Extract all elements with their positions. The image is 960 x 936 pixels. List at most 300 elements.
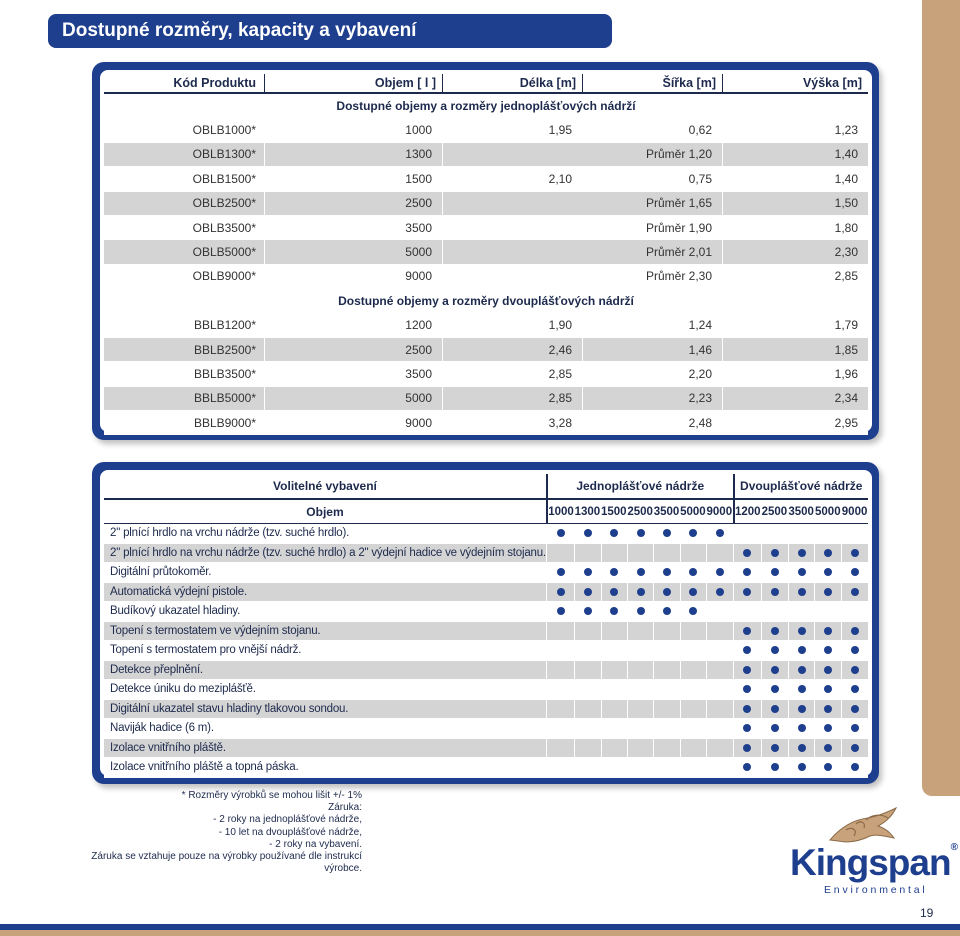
table-row xyxy=(104,362,868,386)
equipment-label: Izolace vnitřního pláště a topná páska. xyxy=(104,758,546,778)
availability-cell xyxy=(841,700,868,720)
availability-cell xyxy=(653,602,679,622)
double-volume-header: 5000 xyxy=(814,500,841,524)
availability-cell xyxy=(627,583,653,603)
availability-cell xyxy=(841,602,868,622)
length-cell: 2,85 xyxy=(442,362,582,386)
availability-cell xyxy=(653,661,679,681)
availability-cell xyxy=(761,563,788,583)
available-dot-icon xyxy=(771,588,779,596)
volume-cell: 1500 xyxy=(264,167,442,191)
product-code-cell: BBLB9000* xyxy=(104,411,264,435)
availability-cell xyxy=(814,661,841,681)
length-cell: 2,46 xyxy=(442,338,582,362)
table-row xyxy=(104,265,868,289)
decorative-side-stripe xyxy=(922,0,960,796)
available-dot-icon xyxy=(743,666,751,674)
availability-cell xyxy=(706,758,732,778)
availability-cell xyxy=(546,739,574,759)
availability-cell xyxy=(546,622,574,642)
availability-cell xyxy=(546,602,574,622)
double-volume-header: 1200 xyxy=(733,500,762,524)
equipment-label: Budíkový ukazatel hladiny. xyxy=(104,602,546,622)
availability-cell xyxy=(788,544,815,564)
equipment-label: Digitální ukazatel stavu hladiny tlakovou sondou. xyxy=(104,700,546,720)
available-dot-icon xyxy=(824,588,832,596)
equipment-label: Izolace vnitřního pláště. xyxy=(104,739,546,759)
available-dot-icon xyxy=(743,763,751,771)
product-code-cell: OBLB2500* xyxy=(104,192,264,216)
availability-cell xyxy=(601,622,627,642)
available-dot-icon xyxy=(771,568,779,576)
diameter-cell: Průměr 2,01 xyxy=(442,240,722,264)
equipment-row xyxy=(104,661,868,681)
diameter-cell: Průměr 1,20 xyxy=(442,143,722,167)
availability-cell xyxy=(680,641,706,661)
available-dot-icon xyxy=(557,607,565,615)
available-dot-icon xyxy=(584,588,592,596)
availability-cell xyxy=(841,583,868,603)
availability-cell xyxy=(788,719,815,739)
available-dot-icon xyxy=(771,666,779,674)
availability-cell xyxy=(653,680,679,700)
available-dot-icon xyxy=(798,685,806,693)
availability-cell xyxy=(653,758,679,778)
equipment-row xyxy=(104,583,868,603)
availability-cell xyxy=(814,622,841,642)
page-number: 19 xyxy=(920,906,934,920)
available-dot-icon xyxy=(851,588,859,596)
equipment-group-header-row xyxy=(104,474,868,500)
table-row xyxy=(104,338,868,362)
availability-cell xyxy=(706,524,732,544)
footnote-line: - 2 roky na vybavení. xyxy=(269,838,362,850)
availability-cell xyxy=(653,719,679,739)
availability-cell xyxy=(574,661,600,681)
available-dot-icon xyxy=(798,724,806,732)
available-dot-icon xyxy=(798,549,806,557)
header-length: Délka [m] xyxy=(442,74,582,94)
availability-cell xyxy=(574,719,600,739)
available-dot-icon xyxy=(851,646,859,654)
diameter-cell: Průměr 1,90 xyxy=(442,216,722,240)
availability-cell xyxy=(574,680,600,700)
availability-cell xyxy=(627,739,653,759)
available-dot-icon xyxy=(610,529,618,537)
availability-cell xyxy=(733,563,762,583)
availability-cell xyxy=(546,563,574,583)
availability-cell xyxy=(814,563,841,583)
volume-cell: 5000 xyxy=(264,387,442,411)
availability-cell xyxy=(601,739,627,759)
table-row xyxy=(104,314,868,338)
section-heading: Dostupné objemy a rozměry jednoplášťových nádrží xyxy=(104,94,868,118)
footnote-line: Záruka se vztahuje pouze na výrobky používané dle instrukcí výrobce. xyxy=(91,851,362,875)
length-cell: 2,10 xyxy=(442,167,582,191)
length-cell: 1,90 xyxy=(442,314,582,338)
availability-cell xyxy=(841,563,868,583)
height-cell: 1,23 xyxy=(722,118,868,142)
single-wall-heading: Jednoplášťové nádrže xyxy=(546,474,733,500)
available-dot-icon xyxy=(851,744,859,752)
product-code-cell: BBLB3500* xyxy=(104,362,264,386)
available-dot-icon xyxy=(771,685,779,693)
availability-cell xyxy=(841,719,868,739)
available-dot-icon xyxy=(824,763,832,771)
equipment-label: 2" plnící hrdlo na vrchu nádrže (tzv. suché hrdlo) a 2" výdejní hadice ve výdejním stojanu. xyxy=(104,544,546,564)
availability-cell xyxy=(788,661,815,681)
double-wall-heading: Dvouplášťové nádrže xyxy=(733,474,868,500)
height-cell: 1,50 xyxy=(722,192,868,216)
available-dot-icon xyxy=(743,588,751,596)
table-row xyxy=(104,167,868,191)
availability-cell xyxy=(574,641,600,661)
available-dot-icon xyxy=(584,568,592,576)
availability-cell xyxy=(546,641,574,661)
available-dot-icon xyxy=(851,763,859,771)
product-code-cell: OBLB1300* xyxy=(104,143,264,167)
equipment-row xyxy=(104,758,868,778)
availability-cell xyxy=(680,700,706,720)
dimensions-panel-inner xyxy=(100,70,872,432)
height-cell: 1,40 xyxy=(722,143,868,167)
availability-cell xyxy=(733,739,762,759)
header-width: Šířka [m] xyxy=(582,74,722,94)
single-volume-header: 5000 xyxy=(680,500,706,524)
available-dot-icon xyxy=(851,685,859,693)
length-cell: 3,28 xyxy=(442,411,582,435)
availability-cell xyxy=(680,758,706,778)
double-volume-header: 3500 xyxy=(788,500,815,524)
available-dot-icon xyxy=(824,724,832,732)
availability-cell xyxy=(788,583,815,603)
available-dot-icon xyxy=(743,627,751,635)
availability-cell xyxy=(814,719,841,739)
availability-cell xyxy=(546,583,574,603)
width-cell: 2,23 xyxy=(582,387,722,411)
available-dot-icon xyxy=(743,549,751,557)
availability-cell xyxy=(546,719,574,739)
availability-cell xyxy=(733,544,762,564)
equipment-row xyxy=(104,544,868,564)
available-dot-icon xyxy=(771,627,779,635)
availability-cell xyxy=(680,719,706,739)
availability-cell xyxy=(706,563,732,583)
availability-cell xyxy=(627,524,653,544)
availability-cell xyxy=(733,524,762,544)
availability-cell xyxy=(601,641,627,661)
availability-cell xyxy=(627,544,653,564)
availability-cell xyxy=(601,700,627,720)
availability-cell xyxy=(706,583,732,603)
available-dot-icon xyxy=(771,549,779,557)
availability-cell xyxy=(733,700,762,720)
availability-cell xyxy=(814,641,841,661)
equipment-row xyxy=(104,524,868,544)
available-dot-icon xyxy=(798,666,806,674)
available-dot-icon xyxy=(637,607,645,615)
availability-cell xyxy=(788,758,815,778)
logo-wordmark: Kingspan® xyxy=(790,842,957,883)
availability-cell xyxy=(814,524,841,544)
available-dot-icon xyxy=(610,607,618,615)
availability-cell xyxy=(841,758,868,778)
available-dot-icon xyxy=(610,588,618,596)
available-dot-icon xyxy=(663,568,671,576)
footnote-line: - 10 let na dvouplášťové nádrže, xyxy=(218,826,362,838)
availability-cell xyxy=(546,661,574,681)
available-dot-icon xyxy=(771,646,779,654)
bottom-rule-accent xyxy=(0,930,960,936)
available-dot-icon xyxy=(851,705,859,713)
available-dot-icon xyxy=(637,588,645,596)
volume-cell: 2500 xyxy=(264,192,442,216)
product-code-cell: BBLB2500* xyxy=(104,338,264,362)
availability-cell xyxy=(841,622,868,642)
equipment-panel xyxy=(92,462,879,784)
available-dot-icon xyxy=(824,685,832,693)
availability-cell xyxy=(814,739,841,759)
availability-cell xyxy=(814,758,841,778)
height-cell: 2,95 xyxy=(722,411,868,435)
availability-cell xyxy=(601,661,627,681)
equipment-row xyxy=(104,719,868,739)
availability-cell xyxy=(680,739,706,759)
single-volume-header: 1500 xyxy=(601,500,627,524)
available-dot-icon xyxy=(851,666,859,674)
availability-cell xyxy=(788,524,815,544)
product-code-cell: OBLB3500* xyxy=(104,216,264,240)
available-dot-icon xyxy=(771,744,779,752)
equipment-label: Detekce přeplnění. xyxy=(104,661,546,681)
availability-cell xyxy=(788,622,815,642)
availability-cell xyxy=(653,700,679,720)
single-volume-header: 2500 xyxy=(627,500,653,524)
availability-cell xyxy=(706,602,732,622)
availability-cell xyxy=(761,583,788,603)
equipment-row xyxy=(104,700,868,720)
availability-cell xyxy=(706,544,732,564)
footnote-line: Záruka: xyxy=(328,802,362,814)
table-row xyxy=(104,216,868,240)
availability-cell xyxy=(733,641,762,661)
height-cell: 1,79 xyxy=(722,314,868,338)
availability-cell xyxy=(574,622,600,642)
availability-cell xyxy=(601,602,627,622)
availability-cell xyxy=(733,583,762,603)
double-volume-header: 9000 xyxy=(841,500,868,524)
table-row xyxy=(104,192,868,216)
optional-equipment-heading: Volitelné vybavení xyxy=(104,474,546,500)
available-dot-icon xyxy=(771,724,779,732)
equipment-label: Digitální průtokoměr. xyxy=(104,563,546,583)
available-dot-icon xyxy=(637,568,645,576)
availability-cell xyxy=(706,739,732,759)
available-dot-icon xyxy=(851,549,859,557)
availability-cell xyxy=(601,758,627,778)
width-cell: 1,46 xyxy=(582,338,722,362)
width-cell: 2,48 xyxy=(582,411,722,435)
available-dot-icon xyxy=(743,646,751,654)
table-row xyxy=(104,240,868,264)
availability-cell xyxy=(706,641,732,661)
equipment-row xyxy=(104,641,868,661)
availability-cell xyxy=(546,524,574,544)
available-dot-icon xyxy=(689,529,697,537)
availability-cell xyxy=(841,544,868,564)
available-dot-icon xyxy=(771,705,779,713)
available-dot-icon xyxy=(824,627,832,635)
height-cell: 1,85 xyxy=(722,338,868,362)
availability-cell xyxy=(761,680,788,700)
availability-cell xyxy=(733,719,762,739)
header-volume: Objem [ l ] xyxy=(264,74,442,94)
available-dot-icon xyxy=(743,744,751,752)
availability-cell xyxy=(601,583,627,603)
available-dot-icon xyxy=(716,588,724,596)
equipment-label: Topení s termostatem ve výdejním stojanu. xyxy=(104,622,546,642)
availability-cell xyxy=(706,661,732,681)
available-dot-icon xyxy=(743,568,751,576)
height-cell: 1,80 xyxy=(722,216,868,240)
availability-cell xyxy=(546,544,574,564)
availability-cell xyxy=(680,680,706,700)
width-cell: 0,62 xyxy=(582,118,722,142)
table-row xyxy=(104,411,868,435)
availability-cell xyxy=(653,739,679,759)
product-code-cell: OBLB1000* xyxy=(104,118,264,142)
availability-cell xyxy=(653,563,679,583)
equipment-panel-inner xyxy=(100,470,872,776)
available-dot-icon xyxy=(716,568,724,576)
availability-cell xyxy=(706,719,732,739)
availability-cell xyxy=(627,641,653,661)
availability-cell xyxy=(601,719,627,739)
availability-cell xyxy=(814,680,841,700)
availability-cell xyxy=(653,583,679,603)
available-dot-icon xyxy=(851,724,859,732)
availability-cell xyxy=(841,661,868,681)
availability-cell xyxy=(761,739,788,759)
available-dot-icon xyxy=(584,607,592,615)
availability-cell xyxy=(841,524,868,544)
availability-cell xyxy=(733,622,762,642)
availability-cell xyxy=(761,719,788,739)
availability-cell xyxy=(733,680,762,700)
available-dot-icon xyxy=(743,685,751,693)
available-dot-icon xyxy=(637,529,645,537)
product-code-cell: OBLB5000* xyxy=(104,240,264,264)
equipment-row xyxy=(104,602,868,622)
width-cell: 1,24 xyxy=(582,314,722,338)
height-cell: 2,30 xyxy=(722,240,868,264)
dimensions-header-row xyxy=(104,74,868,94)
available-dot-icon xyxy=(557,529,565,537)
availability-cell xyxy=(706,680,732,700)
availability-cell xyxy=(761,758,788,778)
available-dot-icon xyxy=(824,744,832,752)
availability-cell xyxy=(788,563,815,583)
available-dot-icon xyxy=(663,529,671,537)
height-cell: 2,34 xyxy=(722,387,868,411)
available-dot-icon xyxy=(557,568,565,576)
available-dot-icon xyxy=(798,705,806,713)
footnote-line: - 2 roky na jednoplášťové nádrže, xyxy=(213,814,362,826)
availability-cell xyxy=(841,739,868,759)
page-title: Dostupné rozměry, kapacity a vybavení xyxy=(48,14,612,48)
availability-cell xyxy=(574,758,600,778)
available-dot-icon xyxy=(798,627,806,635)
availability-cell xyxy=(627,622,653,642)
availability-cell xyxy=(601,524,627,544)
section-heading: Dostupné objemy a rozměry dvouplášťových nádrží xyxy=(104,289,868,313)
equipment-volume-header-row xyxy=(104,500,868,524)
availability-cell xyxy=(627,602,653,622)
equipment-label: 2" plnící hrdlo na vrchu nádrže (tzv. suché hrdlo). xyxy=(104,524,546,544)
availability-cell xyxy=(601,563,627,583)
availability-cell xyxy=(627,661,653,681)
available-dot-icon xyxy=(689,588,697,596)
availability-cell xyxy=(546,680,574,700)
availability-cell xyxy=(574,602,600,622)
width-cell: 2,20 xyxy=(582,362,722,386)
section-header-row xyxy=(104,289,868,313)
available-dot-icon xyxy=(584,529,592,537)
availability-cell xyxy=(546,758,574,778)
availability-cell xyxy=(733,661,762,681)
available-dot-icon xyxy=(689,568,697,576)
available-dot-icon xyxy=(557,588,565,596)
availability-cell xyxy=(601,544,627,564)
equipment-label: Automatická výdejní pistole. xyxy=(104,583,546,603)
equipment-label: Naviják hadice (6 m). xyxy=(104,719,546,739)
available-dot-icon xyxy=(798,568,806,576)
availability-cell xyxy=(733,602,762,622)
availability-cell xyxy=(761,602,788,622)
diameter-cell: Průměr 1,65 xyxy=(442,192,722,216)
availability-cell xyxy=(653,524,679,544)
availability-cell xyxy=(574,563,600,583)
equipment-row xyxy=(104,739,868,759)
available-dot-icon xyxy=(743,705,751,713)
availability-cell xyxy=(788,602,815,622)
volume-cell: 3500 xyxy=(264,216,442,240)
availability-cell xyxy=(680,563,706,583)
product-code-cell: BBLB1200* xyxy=(104,314,264,338)
dimensions-table xyxy=(104,74,868,435)
available-dot-icon xyxy=(663,607,671,615)
availability-cell xyxy=(788,641,815,661)
width-cell: 0,75 xyxy=(582,167,722,191)
volume-cell: 1000 xyxy=(264,118,442,142)
availability-cell xyxy=(788,739,815,759)
product-code-cell: OBLB9000* xyxy=(104,265,264,289)
available-dot-icon xyxy=(743,724,751,732)
availability-cell xyxy=(814,544,841,564)
available-dot-icon xyxy=(689,607,697,615)
availability-cell xyxy=(627,758,653,778)
availability-cell xyxy=(574,700,600,720)
product-code-cell: OBLB1500* xyxy=(104,167,264,191)
equipment-row xyxy=(104,680,868,700)
double-volume-header: 2500 xyxy=(761,500,788,524)
height-cell: 1,40 xyxy=(722,167,868,191)
availability-cell xyxy=(761,641,788,661)
availability-cell xyxy=(761,524,788,544)
logo-subtitle: Environmental xyxy=(824,884,928,896)
table-row xyxy=(104,143,868,167)
availability-cell xyxy=(653,641,679,661)
